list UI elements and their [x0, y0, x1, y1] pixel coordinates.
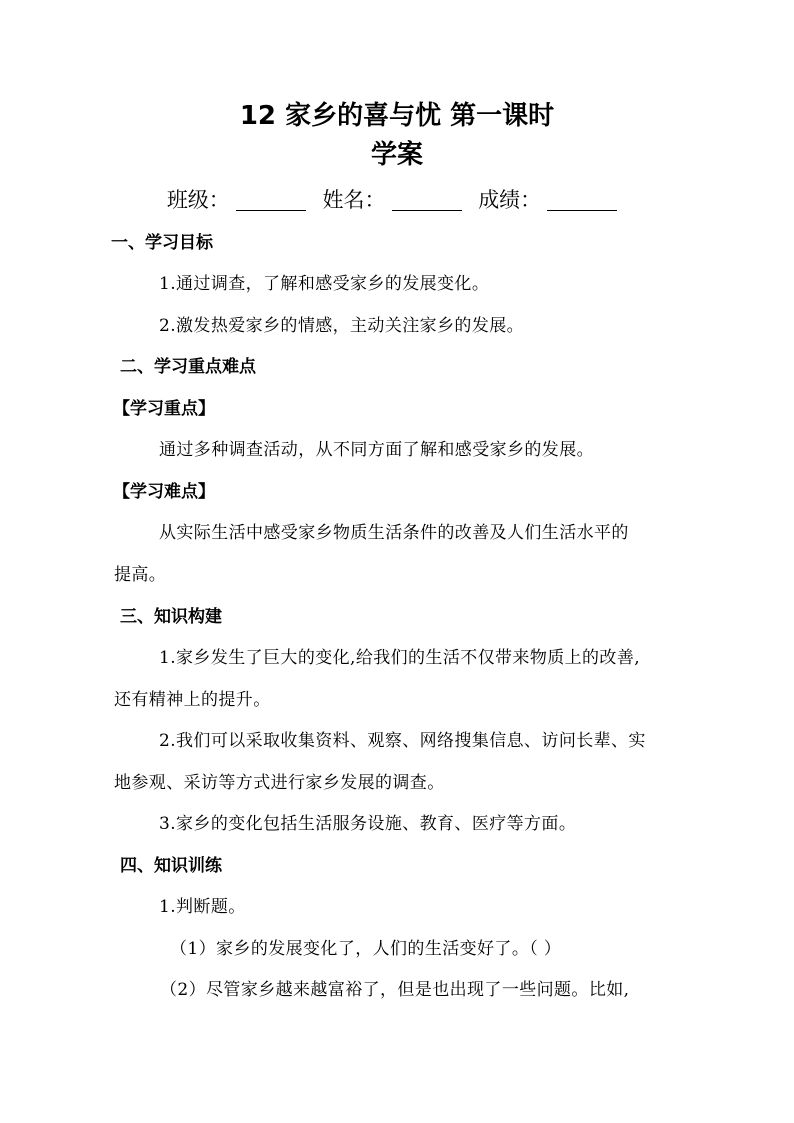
true-false-question-1: （1）家乡的发展变化了，人们的生活变好了。（ ）: [170, 939, 562, 959]
section-heading-learning-goals: 一、学习目标: [111, 233, 213, 253]
key-point-text: 通过多种调查活动，从不同方面了解和感受家乡的发展。: [159, 440, 594, 460]
difficulty-text-line-1: 从实际生活中感受家乡物质生活条件的改善及人们生活水平的: [159, 523, 629, 543]
goal-item-2: 2.激发热爱家乡的情感，主动关注家乡的发展。: [159, 316, 525, 336]
section-heading-knowledge-building: 三、知识构建: [120, 607, 222, 627]
knowledge-item-2-line-2: 地参观、采访等方式进行家乡发展的调查。: [114, 773, 445, 793]
true-false-question-2: （2）尽管家乡越来越富裕了，但是也出现了一些问题。比如,: [160, 980, 630, 1000]
name-blank: [392, 188, 462, 211]
knowledge-item-2-line-1: 2.我们可以采取收集资料、观察、网络搜集信息、访问长辈、实: [159, 731, 646, 751]
knowledge-item-3: 3.家乡的变化包括生活服务设施、教育、医疗等方面。: [159, 814, 577, 834]
section-heading-knowledge-training: 四、知识训练: [120, 856, 222, 876]
section-heading-key-points: 二、学习重点难点: [120, 357, 256, 377]
score-label: 成绩：: [478, 188, 542, 212]
training-item-1: 1.判断题。: [159, 897, 246, 917]
name-label: 姓名：: [322, 188, 386, 212]
document-title: 12 家乡的喜与忧 第一课时: [239, 101, 555, 131]
student-info-row: [0, 185, 794, 215]
document-subtitle: 学案: [370, 140, 423, 170]
knowledge-item-1-line-1: 1.家乡发生了巨大的变化,给我们的生活不仅带来物质上的改善,: [159, 648, 641, 668]
knowledge-item-1-line-2: 还有精神上的提升。: [114, 690, 271, 710]
score-blank: [547, 188, 617, 211]
class-label: 班级：: [166, 188, 230, 212]
goal-item-1: 1.通过调查，了解和感受家乡的发展变化。: [159, 274, 490, 294]
difficulty-text-line-2: 提高。: [114, 565, 167, 585]
key-point-label: 【学习重点】: [113, 399, 215, 419]
difficulty-label: 【学习难点】: [113, 482, 215, 502]
class-blank: [236, 188, 306, 211]
